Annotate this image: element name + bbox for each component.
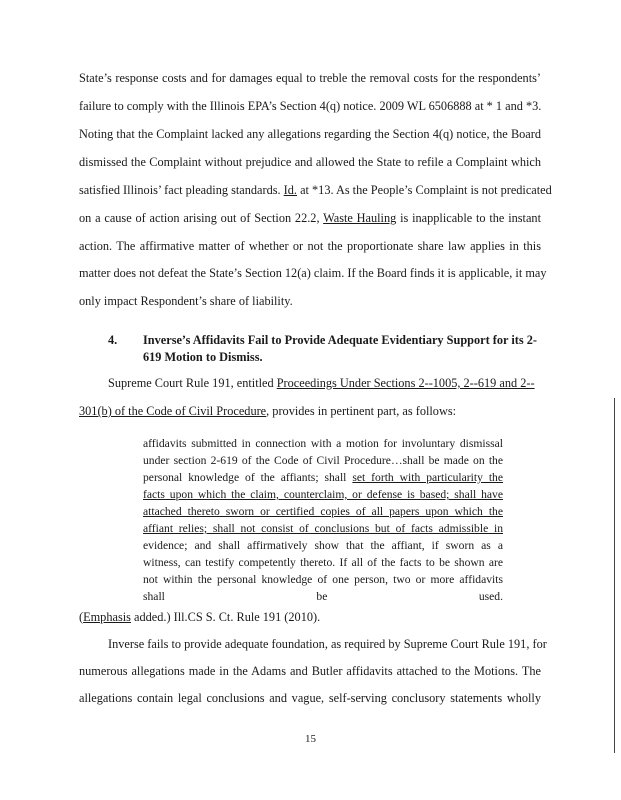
- quote-line-1: affidavits submitted in connection with a motion for involuntary dismissal: [143, 437, 503, 450]
- citation-emphasis: Emphasis: [83, 610, 131, 624]
- citation-open: (: [79, 610, 84, 624]
- case-name-waste-hauling: Waste Hauling: [323, 211, 397, 225]
- quote-line-3-start: personal knowledge of the affiants; shall: [143, 471, 353, 484]
- citation-rest: added.) Ill.CS S. Ct. Rule 191 (2010).: [130, 610, 321, 624]
- para1-line-8: matter does not defeat the State’s Section 12(a) claim. If the Board finds it is applicable, it may: [79, 266, 547, 280]
- para1-line-9: only impact Respondent’s share of liability.: [79, 294, 293, 308]
- quote-line-7: evidence; and shall affirmatively show that the affiant, if sworn as a: [143, 539, 503, 552]
- para1-line-6-end: is inapplicable to the instant: [396, 211, 541, 225]
- rule-title-part-2: 301(b) of the Code of Civil Procedure: [79, 404, 267, 418]
- para3-line-2: numerous allegations made in the Adams and Butler affidavits attached to the Motions. The: [79, 664, 541, 678]
- margin-rule: [614, 398, 615, 753]
- para2-line-1: [108, 376, 535, 391]
- para1-line-5-start: satisfied Illinois’ fact pleading standards.: [79, 183, 284, 197]
- section-heading-line-1: Inverse’s Affidavits Fail to Provide Adequate Evidentiary Support for its 2-: [143, 333, 537, 347]
- quote-line-8: witness, can testify competently thereto. If all of the facts to be shown are: [143, 556, 503, 569]
- quote-line-9: not within the personal knowledge of one person, two or more affidavits: [143, 573, 503, 586]
- quote-line-2: under section 2-619 of the Code of Civil Procedure…shall be made on the: [143, 454, 503, 467]
- para1-line-6: [79, 211, 541, 226]
- para2-line-1-start: Supreme Court Rule 191, entitled: [108, 376, 277, 390]
- para2-line-2-end: , provides in pertinent part, as follows:: [266, 404, 457, 418]
- para3-line-3: allegations contain legal conclusions and vague, self-serving conclusory statements wholly: [79, 691, 541, 705]
- quote-emphasis-1: set forth with particularity the: [352, 471, 503, 484]
- page-number: 15: [305, 733, 316, 745]
- para1-line-5: [79, 183, 552, 198]
- quote-line-10: shall be used.: [143, 590, 503, 603]
- rule-title-part-1: Proceedings Under Sections 2--1005, 2--619 and 2--: [276, 376, 535, 390]
- quote-line-6: affiant relies; shall not consist of conclusions but of facts admissible in: [143, 522, 503, 535]
- para1-line-4: dismissed the Complaint without prejudice and allowed the State to refile a Complaint which: [79, 155, 541, 169]
- para1-line-7: action. The affirmative matter of whether or not the proportionate share law applies in this: [79, 239, 541, 253]
- section-number: 4.: [108, 333, 118, 347]
- para1-line-6-start: on a cause of action arising out of Section 22.2,: [79, 211, 324, 225]
- para1-line-3: Noting that the Complaint lacked any allegations regarding the Section 4(q) notice, the Board: [79, 127, 541, 141]
- quote-line-5: attached thereto sworn or certified copies of all papers upon which the: [143, 505, 503, 518]
- quote-citation: [79, 610, 320, 625]
- section-heading-line-2: 619 Motion to Dismiss.: [143, 350, 263, 364]
- id-citation: Id.: [283, 183, 297, 197]
- para1-line-5-end: at *13. As the People’s Complaint is not predicated: [297, 183, 552, 197]
- para3-line-1: Inverse fails to provide adequate foundation, as required by Supreme Court Rule 191, for: [108, 637, 547, 651]
- para2-line-2: [79, 404, 456, 419]
- quote-line-3: [143, 471, 503, 484]
- para1-line-1: State’s response costs and for damages equal to treble the removal costs for the respondents’: [79, 71, 541, 85]
- para1-line-2: failure to comply with the Illinois EPA’s Section 4(q) notice. 2009 WL 6506888 at * 1 and *3.: [79, 99, 542, 113]
- quote-line-4: facts upon which the claim, counterclaim, or defense is based; shall have: [143, 488, 503, 501]
